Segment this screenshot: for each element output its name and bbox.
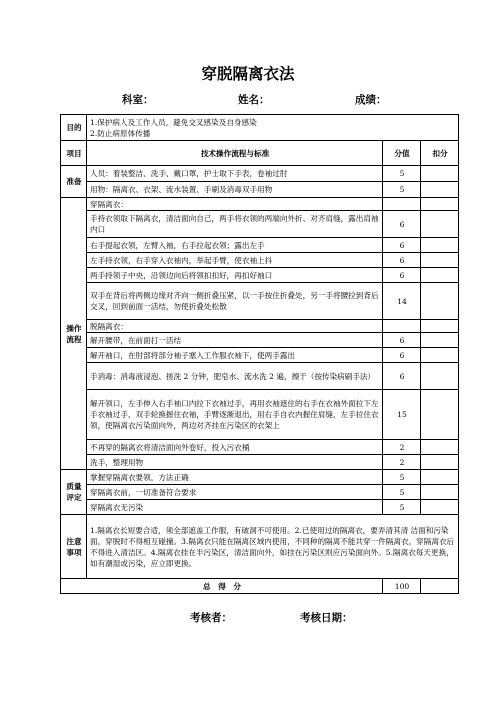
row-text: 解开腰带，在前面打一活结 bbox=[87, 333, 383, 348]
total-points: 100 bbox=[383, 579, 421, 594]
row-deduct[interactable] bbox=[421, 500, 459, 515]
row-text: 穿隔离衣： bbox=[87, 198, 383, 211]
col-deduct: 扣分 bbox=[421, 141, 459, 166]
assessor-label: 考核者： bbox=[190, 612, 232, 624]
row-points bbox=[383, 198, 421, 211]
header-fields bbox=[0, 92, 496, 108]
row-deduct[interactable] bbox=[421, 211, 459, 238]
table-row bbox=[61, 440, 459, 455]
row-deduct[interactable] bbox=[421, 363, 459, 390]
row-deduct[interactable] bbox=[421, 238, 459, 253]
page-title: 穿脱隔离衣法 bbox=[201, 65, 295, 83]
table-row bbox=[61, 211, 459, 238]
row-points: 6 bbox=[383, 348, 421, 363]
table-row bbox=[61, 320, 459, 333]
notes-text: 1.隔离衣长短要合适，须全部遮盖工作服，有破洞不可使用。2.已使用过的隔离衣，要弄清其清 洁面和污染面，穿脱时不得相互碰撞。3.隔离衣只能在隔离区域内使用，不同种的隔离不能共穿一件隔离衣，穿隔离衣后不得进入清洁区。4.隔离衣挂在半污染区，清洁面向外，如挂在污染区则应污染面向外。5.隔离衣每天更换，如有潮湿或污染，应立即更换。 bbox=[87, 515, 459, 579]
score-label: 成绩： bbox=[355, 94, 387, 106]
row-deduct[interactable] bbox=[421, 470, 459, 485]
row-text: 掌握穿隔离衣要领，方法正确 bbox=[87, 470, 383, 485]
row-points: 6 bbox=[383, 238, 421, 253]
table-row bbox=[61, 283, 459, 320]
total-deduct[interactable] bbox=[421, 579, 459, 594]
table-row bbox=[61, 363, 459, 390]
department-label: 科室： bbox=[122, 94, 154, 106]
prep-label: 准备 bbox=[61, 166, 87, 198]
table-row bbox=[61, 500, 459, 515]
date-label: 考核日期： bbox=[300, 612, 353, 624]
row-points: 5 bbox=[383, 500, 421, 515]
row-points: 6 bbox=[383, 253, 421, 268]
row-text: 右手提起衣领，左臂入袖，右手拉起衣领；露出左手 bbox=[87, 238, 383, 253]
row-text: 人员：着装整洁、洗手、戴口罩，护士取下手表，卷袖过肘 bbox=[87, 166, 383, 182]
assessment-table bbox=[60, 114, 459, 594]
row-text: 用物：隔离衣、衣架、流水装置、手刷及消毒双手用物 bbox=[87, 182, 383, 198]
column-header-row bbox=[61, 141, 459, 166]
notes-row bbox=[61, 515, 459, 579]
row-deduct[interactable] bbox=[421, 283, 459, 320]
purpose-label: 目的 bbox=[61, 115, 87, 141]
purpose-row bbox=[61, 115, 459, 141]
footer-fields bbox=[0, 610, 496, 626]
row-text: 穿隔离衣前，一切准备符合要求 bbox=[87, 485, 383, 500]
row-text: 不再穿的隔离衣将清洁面向外卷好，投入污衣桶 bbox=[87, 440, 383, 455]
row-text: 双手在背后将两侧边缘对齐向一侧折叠压紧，以一手按住折叠处，另一手将腰拉到背后交叉，回到前面一活结，勿使折叠处松散 bbox=[87, 283, 383, 320]
row-deduct[interactable] bbox=[421, 268, 459, 283]
row-deduct[interactable] bbox=[421, 320, 459, 333]
table-row bbox=[61, 455, 459, 470]
row-points: 5 bbox=[383, 182, 421, 198]
row-deduct[interactable] bbox=[421, 348, 459, 363]
purpose-content bbox=[87, 115, 459, 141]
name-label: 姓名： bbox=[238, 94, 270, 106]
row-points: 6 bbox=[383, 333, 421, 348]
row-text: 手持衣领取下隔离衣，清洁面向自己，两手将衣领的两端向外折、对齐肩缝，露出肩袖内口 bbox=[87, 211, 383, 238]
row-points: 2 bbox=[383, 440, 421, 455]
row-points: 5 bbox=[383, 166, 421, 182]
row-text: 解开领口，左手伸入右手袖口内拉下衣袖过手，再用衣袖遮住的右手在衣袖外面拉下左手衣袖过手，双手轮换握住衣袖，手臂逐渐退出，用右手自衣内握住肩缝，左手拉住衣领，使隔离衣污染面向外，两边对齐挂在污染区的衣架上 bbox=[87, 390, 383, 440]
table-row bbox=[61, 348, 459, 363]
row-text: 穿隔离衣无污染 bbox=[87, 500, 383, 515]
row-deduct[interactable] bbox=[421, 253, 459, 268]
purpose-line: 1.保护病人及工作人员，避免交叉感染及自身感染 bbox=[90, 117, 257, 127]
row-points: 15 bbox=[383, 390, 421, 440]
row-points: 5 bbox=[383, 470, 421, 485]
row-text: 两手持领子中央，沿领边向后将领扣扣好，再扣好袖口 bbox=[87, 268, 383, 283]
eval-label: 质量评定 bbox=[61, 470, 87, 515]
row-text: 左手持衣领，右手穿入衣袖内，举起手臂，使衣袖上抖 bbox=[87, 253, 383, 268]
row-points: 6 bbox=[383, 363, 421, 390]
row-deduct[interactable] bbox=[421, 333, 459, 348]
row-points: 6 bbox=[383, 268, 421, 283]
total-row bbox=[61, 579, 459, 594]
row-text: 手消毒：消毒液浸泡、搓洗 2 分钟，肥皂水、流水洗 2 遍，擦干（按传染病刷手法） bbox=[87, 363, 383, 390]
table-row bbox=[61, 470, 459, 485]
table-row bbox=[61, 182, 459, 198]
row-text: 解开袖口，在肘部将部分袖子塞入工作服衣袖下，使两手露出 bbox=[87, 348, 383, 363]
table-row bbox=[61, 238, 459, 253]
table-row bbox=[61, 485, 459, 500]
col-procedure: 技术操作流程与标准 bbox=[87, 141, 383, 166]
row-deduct[interactable] bbox=[421, 455, 459, 470]
table-row bbox=[61, 166, 459, 182]
row-deduct[interactable] bbox=[421, 166, 459, 182]
col-points: 分值 bbox=[383, 141, 421, 166]
row-points: 14 bbox=[383, 283, 421, 320]
row-deduct[interactable] bbox=[421, 390, 459, 440]
row-points bbox=[383, 320, 421, 333]
total-label: 总 得 分 bbox=[61, 579, 383, 594]
row-deduct[interactable] bbox=[421, 485, 459, 500]
table-row bbox=[61, 390, 459, 440]
row-text: 脱隔离衣： bbox=[87, 320, 383, 333]
table-row bbox=[61, 268, 459, 283]
table-row bbox=[61, 333, 459, 348]
row-points: 5 bbox=[383, 485, 421, 500]
op-label: 操作流程 bbox=[61, 198, 87, 470]
row-text: 洗手，整理用物 bbox=[87, 455, 383, 470]
col-item: 项目 bbox=[61, 141, 87, 166]
row-deduct[interactable] bbox=[421, 182, 459, 198]
notes-label: 注意事项 bbox=[61, 515, 87, 579]
purpose-line: 2.防止病原体传播 bbox=[90, 128, 151, 138]
row-points: 6 bbox=[383, 211, 421, 238]
row-deduct[interactable] bbox=[421, 440, 459, 455]
table-row bbox=[61, 198, 459, 211]
table-row bbox=[61, 253, 459, 268]
row-points: 2 bbox=[383, 455, 421, 470]
row-deduct[interactable] bbox=[421, 198, 459, 211]
